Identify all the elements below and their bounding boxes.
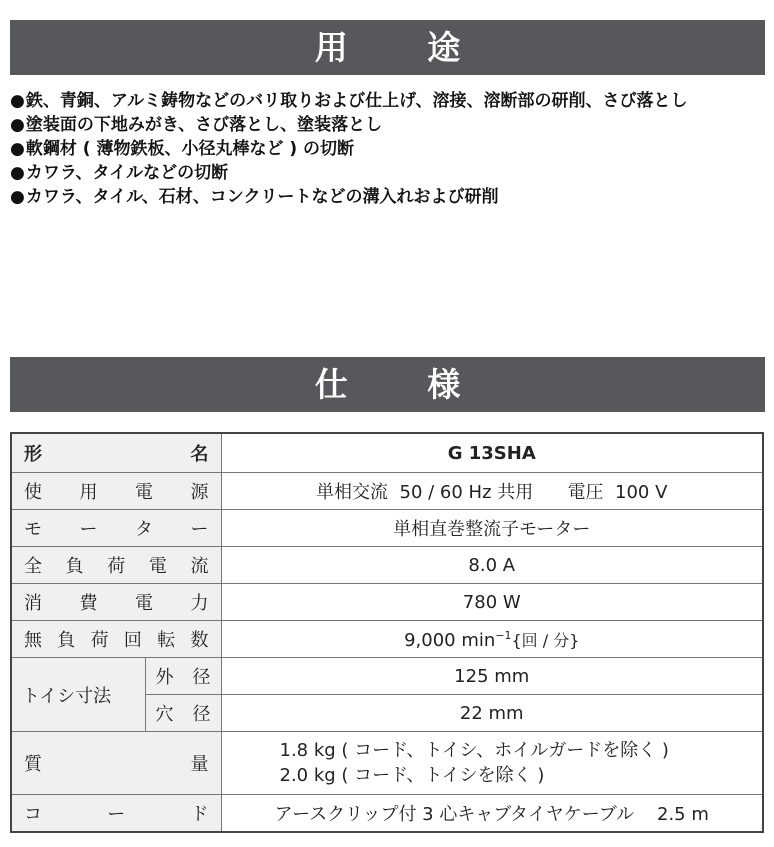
spec-sublabel: 穴 径: [145, 695, 221, 732]
cord-value: アースクリップ付 3 心キャブタイヤケーブル 2.5 m: [221, 795, 763, 833]
spec-label: 質 量: [11, 732, 221, 795]
spec-label: 全 負 荷 電 流: [11, 547, 221, 584]
spec-label: 無 負 荷 回 転 数: [11, 621, 221, 658]
usage-heading: 用 途: [10, 20, 765, 75]
spec-row-model: [11, 433, 763, 473]
spec-label: モ ー タ ー: [11, 510, 221, 547]
spec-table: [10, 432, 764, 833]
spec-row-power-consumption: [11, 584, 763, 621]
spec-row-cord: [11, 795, 763, 833]
spec-row-full-load-current: [11, 547, 763, 584]
usage-item: ● カワラ、タイル、石材、コンクリートなどの溝入れおよび研削: [10, 185, 687, 209]
usage-item: ● 塗装面の下地みがき、さび落とし、塗装落とし: [10, 113, 687, 137]
motor-value: 単相直巻整流子モーター: [221, 510, 763, 547]
spec-row-power-source: [11, 473, 763, 510]
model-value: G 13SHA: [221, 433, 763, 473]
spec-row-no-load-speed: [11, 621, 763, 658]
power-consumption-value: 780 W: [221, 584, 763, 621]
full-load-current-value: 8.0 A: [221, 547, 763, 584]
spec-label: 形 名: [11, 433, 221, 473]
spec-label: コ ー ド: [11, 795, 221, 833]
spec-row-wheel-outer: [11, 658, 763, 695]
usage-item: ● 鉄、青銅、アルミ鋳物などのバリ取りおよび仕上げ、溶接、溶断部の研削、さび落とし: [10, 89, 687, 113]
usage-item: ● 軟鋼材 ( 薄物鉄板、小径丸棒など ) の切断: [10, 137, 687, 161]
spec-heading: 仕 様: [10, 357, 765, 412]
spec-label: 使 用 電 源: [11, 473, 221, 510]
spec-row-motor: [11, 510, 763, 547]
wheel-outer-value: 125 mm: [221, 658, 763, 695]
mass-value: 1.8 kg ( コード、トイシ、ホイルガードを除く ) 2.0 kg ( コード、トイシを除く ): [221, 732, 763, 795]
spec-row-mass: [11, 732, 763, 795]
wheel-size-label: トイシ寸法: [11, 658, 145, 732]
spec-sublabel: 外 径: [145, 658, 221, 695]
usage-list: [10, 89, 687, 209]
spec-label: 消 費 電 力: [11, 584, 221, 621]
power-source-value: 単相交流 50 / 60 Hz 共用 電圧 100 V: [221, 473, 763, 510]
no-load-speed-value: 9,000 $\min^{-1}${回 / 分}: [221, 621, 763, 658]
usage-item: ● カワラ、タイルなどの切断: [10, 161, 687, 185]
wheel-bore-value: 22 mm: [221, 695, 763, 732]
